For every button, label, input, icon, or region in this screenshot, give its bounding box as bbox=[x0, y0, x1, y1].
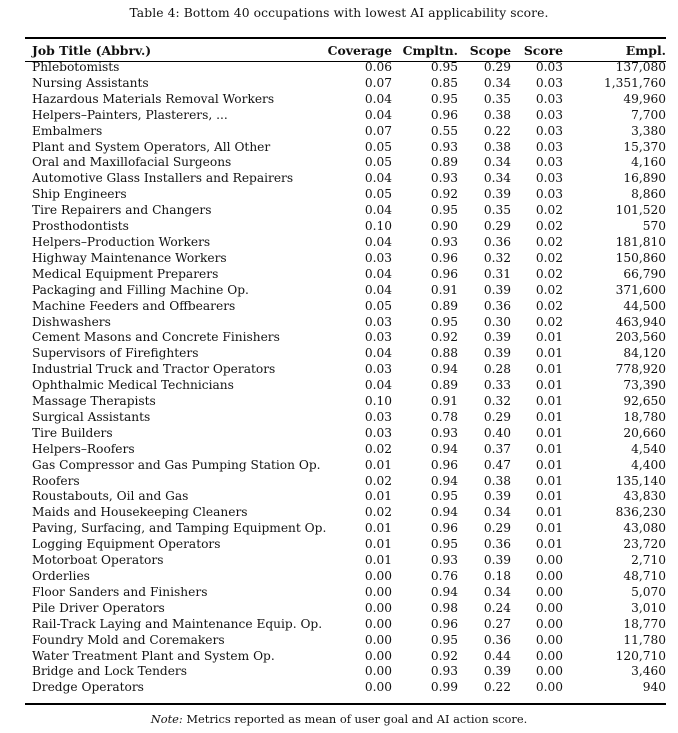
score-cell: 0.02 bbox=[535, 314, 563, 329]
score-cell: 0.00 bbox=[535, 569, 563, 583]
table-row bbox=[25, 60, 666, 76]
coverage-cell: 0.10 bbox=[364, 219, 392, 234]
job-title-cell: Helpers–Painters, Plasterers, ... bbox=[32, 107, 228, 122]
job-title-cell: Phlebotomists bbox=[32, 60, 120, 74]
table-row bbox=[25, 92, 666, 108]
score-cell: 0.01 bbox=[535, 346, 563, 361]
table-row bbox=[25, 76, 666, 92]
table-row bbox=[25, 426, 666, 442]
score-cell: 0.00 bbox=[535, 553, 563, 568]
employment-cell: 5,070 bbox=[631, 584, 666, 599]
employment-cell: 120,710 bbox=[615, 648, 666, 663]
score-cell: 0.02 bbox=[535, 282, 563, 297]
coverage-cell: 0.03 bbox=[364, 330, 392, 345]
employment-cell: 101,520 bbox=[615, 203, 666, 218]
scope-cell: 0.34 bbox=[483, 505, 511, 520]
completion-cell: 0.96 bbox=[430, 457, 458, 472]
table-row bbox=[25, 649, 666, 665]
job-title-cell: Massage Therapists bbox=[32, 394, 156, 409]
scope-cell: 0.36 bbox=[483, 537, 511, 552]
table-row bbox=[25, 203, 666, 219]
employment-cell: 181,810 bbox=[615, 234, 666, 249]
completion-cell: 0.93 bbox=[430, 234, 458, 249]
employment-cell: 43,830 bbox=[623, 489, 666, 504]
score-cell: 0.01 bbox=[535, 362, 563, 377]
completion-cell: 0.76 bbox=[430, 569, 458, 583]
job-title-cell: Foundry Mold and Coremakers bbox=[32, 632, 225, 647]
scope-cell: 0.39 bbox=[483, 187, 511, 202]
score-cell: 0.02 bbox=[535, 298, 563, 313]
job-title-cell: Floor Sanders and Finishers bbox=[32, 584, 208, 599]
coverage-cell: 0.04 bbox=[364, 234, 392, 249]
scope-cell: 0.39 bbox=[483, 282, 511, 297]
table-row bbox=[25, 187, 666, 203]
completion-cell: 0.93 bbox=[430, 139, 458, 154]
job-title-cell: Gas Compressor and Gas Pumping Station Op. bbox=[32, 457, 321, 472]
scope-cell: 0.35 bbox=[483, 91, 511, 106]
completion-cell: 0.93 bbox=[430, 553, 458, 568]
job-title-cell: Ship Engineers bbox=[32, 187, 127, 202]
job-title-cell: Cement Masons and Concrete Finishers bbox=[32, 330, 280, 345]
scope-cell: 0.18 bbox=[483, 569, 511, 583]
table-row bbox=[25, 155, 666, 171]
scope-cell: 0.28 bbox=[483, 362, 511, 377]
score-cell: 0.01 bbox=[535, 505, 563, 520]
employment-cell: 7,700 bbox=[631, 107, 666, 122]
table-row bbox=[25, 505, 666, 521]
coverage-cell: 0.02 bbox=[364, 473, 392, 488]
score-cell: 0.03 bbox=[535, 171, 563, 186]
employment-cell: 4,160 bbox=[631, 155, 666, 170]
score-cell: 0.01 bbox=[535, 330, 563, 345]
employment-cell: 92,650 bbox=[623, 394, 666, 409]
coverage-cell: 0.02 bbox=[364, 505, 392, 520]
table-row bbox=[25, 267, 666, 283]
note-label: Note: bbox=[150, 712, 183, 726]
score-cell: 0.01 bbox=[535, 537, 563, 552]
score-cell: 0.00 bbox=[535, 584, 563, 599]
table-body bbox=[25, 60, 666, 696]
scope-cell: 0.44 bbox=[483, 648, 511, 663]
employment-cell: 836,230 bbox=[615, 505, 666, 520]
completion-cell: 0.55 bbox=[430, 123, 458, 138]
table-row bbox=[25, 362, 666, 378]
completion-cell: 0.96 bbox=[430, 521, 458, 536]
coverage-cell: 0.05 bbox=[364, 187, 392, 202]
score-cell: 0.01 bbox=[535, 425, 563, 440]
bottom-rule bbox=[25, 703, 666, 705]
scope-cell: 0.34 bbox=[483, 584, 511, 599]
table-row bbox=[25, 410, 666, 426]
scope-cell: 0.39 bbox=[483, 553, 511, 568]
coverage-cell: 0.01 bbox=[364, 521, 392, 536]
job-title-cell: Helpers–Roofers bbox=[32, 441, 135, 456]
table-row bbox=[25, 299, 666, 315]
scope-cell: 0.39 bbox=[483, 346, 511, 361]
scope-cell: 0.33 bbox=[483, 378, 511, 393]
completion-cell: 0.95 bbox=[430, 632, 458, 647]
coverage-cell: 0.00 bbox=[364, 664, 392, 679]
employment-cell: 371,600 bbox=[615, 282, 666, 297]
employment-cell: 940 bbox=[642, 680, 666, 695]
score-cell: 0.00 bbox=[535, 632, 563, 647]
table-row bbox=[25, 474, 666, 490]
scope-cell: 0.39 bbox=[483, 489, 511, 504]
note-text: Metrics reported as mean of user goal and AI action score. bbox=[186, 712, 528, 726]
completion-cell: 0.88 bbox=[430, 346, 458, 361]
table-row bbox=[25, 585, 666, 601]
job-title-cell: Dishwashers bbox=[32, 314, 111, 329]
employment-cell: 778,920 bbox=[615, 362, 666, 377]
completion-cell: 0.93 bbox=[430, 425, 458, 440]
job-title-cell: Helpers–Production Workers bbox=[32, 234, 211, 249]
coverage-cell: 0.03 bbox=[364, 425, 392, 440]
scope-cell: 0.34 bbox=[483, 171, 511, 186]
completion-cell: 0.94 bbox=[430, 362, 458, 377]
scope-cell: 0.22 bbox=[483, 680, 511, 695]
coverage-cell: 0.04 bbox=[364, 107, 392, 122]
employment-cell: 3,380 bbox=[631, 123, 666, 138]
table-row bbox=[25, 680, 666, 696]
table-row bbox=[25, 378, 666, 394]
completion-cell: 0.94 bbox=[430, 584, 458, 599]
employment-cell: 8,860 bbox=[631, 187, 666, 202]
score-cell: 0.03 bbox=[535, 139, 563, 154]
score-cell: 0.03 bbox=[535, 155, 563, 170]
coverage-cell: 0.00 bbox=[364, 648, 392, 663]
table-row bbox=[25, 394, 666, 410]
completion-cell: 0.95 bbox=[430, 60, 458, 74]
employment-cell: 23,720 bbox=[623, 537, 666, 552]
scope-cell: 0.29 bbox=[483, 521, 511, 536]
completion-cell: 0.96 bbox=[430, 250, 458, 265]
table-caption: Table 4: Bottom 40 occupations with lowest AI applicability score. bbox=[129, 6, 549, 20]
completion-cell: 0.95 bbox=[430, 203, 458, 218]
score-cell: 0.00 bbox=[535, 680, 563, 695]
completion-cell: 0.93 bbox=[430, 171, 458, 186]
employment-cell: 48,710 bbox=[623, 569, 666, 583]
top-rule bbox=[25, 37, 666, 39]
scope-cell: 0.39 bbox=[483, 664, 511, 679]
job-title-cell: Packaging and Filling Machine Op. bbox=[32, 282, 249, 297]
score-cell: 0.01 bbox=[535, 378, 563, 393]
table-header bbox=[25, 40, 666, 60]
employment-cell: 20,660 bbox=[623, 425, 666, 440]
coverage-cell: 0.00 bbox=[364, 600, 392, 615]
coverage-cell: 0.06 bbox=[364, 60, 392, 74]
scope-cell: 0.29 bbox=[483, 219, 511, 234]
table-row bbox=[25, 521, 666, 537]
table-row bbox=[25, 553, 666, 569]
table-row bbox=[25, 140, 666, 156]
score-cell: 0.02 bbox=[535, 250, 563, 265]
coverage-cell: 0.01 bbox=[364, 537, 392, 552]
table-row bbox=[25, 346, 666, 362]
job-title-cell: Pile Driver Operators bbox=[32, 600, 165, 615]
table-row bbox=[25, 283, 666, 299]
scope-cell: 0.36 bbox=[483, 632, 511, 647]
table-row bbox=[25, 315, 666, 331]
score-cell: 0.02 bbox=[535, 219, 563, 234]
column-header-employment: Empl. bbox=[625, 42, 666, 58]
job-title-cell: Prosthodontists bbox=[32, 219, 129, 234]
score-cell: 0.03 bbox=[535, 107, 563, 122]
completion-cell: 0.89 bbox=[430, 298, 458, 313]
job-title-cell: Motorboat Operators bbox=[32, 553, 164, 568]
coverage-cell: 0.03 bbox=[364, 409, 392, 424]
job-title-cell: Rail-Track Laying and Maintenance Equip. Op. bbox=[32, 616, 323, 631]
score-cell: 0.00 bbox=[535, 664, 563, 679]
scope-cell: 0.27 bbox=[483, 616, 511, 631]
completion-cell: 0.91 bbox=[430, 394, 458, 409]
employment-cell: 66,790 bbox=[623, 266, 666, 281]
scope-cell: 0.32 bbox=[483, 250, 511, 265]
employment-cell: 137,080 bbox=[615, 60, 666, 74]
coverage-cell: 0.04 bbox=[364, 282, 392, 297]
employment-cell: 11,780 bbox=[623, 632, 666, 647]
coverage-cell: 0.04 bbox=[364, 346, 392, 361]
column-header-coverage: Coverage bbox=[327, 42, 392, 58]
job-title-cell: Machine Feeders and Offbearers bbox=[32, 298, 236, 313]
coverage-cell: 0.04 bbox=[364, 378, 392, 393]
job-title-cell: Maids and Housekeeping Cleaners bbox=[32, 505, 248, 520]
score-cell: 0.02 bbox=[535, 203, 563, 218]
score-cell: 0.01 bbox=[535, 457, 563, 472]
table-row bbox=[25, 601, 666, 617]
coverage-cell: 0.00 bbox=[364, 632, 392, 647]
employment-cell: 49,960 bbox=[623, 91, 666, 106]
table-row bbox=[25, 330, 666, 346]
coverage-cell: 0.05 bbox=[364, 139, 392, 154]
job-title-cell: Nursing Assistants bbox=[32, 75, 149, 90]
table-row bbox=[25, 219, 666, 235]
scope-cell: 0.38 bbox=[483, 139, 511, 154]
score-cell: 0.03 bbox=[535, 75, 563, 90]
scope-cell: 0.36 bbox=[483, 234, 511, 249]
job-title-cell: Logging Equipment Operators bbox=[32, 537, 221, 552]
employment-cell: 15,370 bbox=[623, 139, 666, 154]
table-row bbox=[25, 664, 666, 680]
completion-cell: 0.85 bbox=[430, 75, 458, 90]
employment-cell: 2,710 bbox=[631, 553, 666, 568]
job-title-cell: Tire Builders bbox=[32, 425, 113, 440]
score-cell: 0.00 bbox=[535, 648, 563, 663]
scope-cell: 0.34 bbox=[483, 75, 511, 90]
job-title-cell: Orderlies bbox=[32, 569, 90, 583]
coverage-cell: 0.01 bbox=[364, 489, 392, 504]
employment-cell: 1,351,760 bbox=[603, 75, 666, 90]
job-title-cell: Highway Maintenance Workers bbox=[32, 250, 227, 265]
coverage-cell: 0.03 bbox=[364, 362, 392, 377]
completion-cell: 0.89 bbox=[430, 378, 458, 393]
table-row bbox=[25, 171, 666, 187]
employment-cell: 3,010 bbox=[631, 600, 666, 615]
coverage-cell: 0.00 bbox=[364, 584, 392, 599]
completion-cell: 0.96 bbox=[430, 616, 458, 631]
completion-cell: 0.96 bbox=[430, 107, 458, 122]
job-title-cell: Surgical Assistants bbox=[32, 409, 151, 424]
coverage-cell: 0.03 bbox=[364, 250, 392, 265]
occupations-table bbox=[25, 40, 666, 696]
scope-cell: 0.31 bbox=[483, 266, 511, 281]
coverage-cell: 0.00 bbox=[364, 569, 392, 583]
job-title-cell: Paving, Surfacing, and Tamping Equipment Op. bbox=[32, 521, 327, 536]
completion-cell: 0.90 bbox=[430, 219, 458, 234]
completion-cell: 0.92 bbox=[430, 187, 458, 202]
coverage-cell: 0.01 bbox=[364, 457, 392, 472]
scope-cell: 0.34 bbox=[483, 155, 511, 170]
job-title-cell: Medical Equipment Preparers bbox=[32, 266, 219, 281]
coverage-cell: 0.00 bbox=[364, 680, 392, 695]
completion-cell: 0.78 bbox=[430, 409, 458, 424]
table-row bbox=[25, 458, 666, 474]
completion-cell: 0.95 bbox=[430, 537, 458, 552]
employment-cell: 203,560 bbox=[615, 330, 666, 345]
scope-cell: 0.47 bbox=[483, 457, 511, 472]
completion-cell: 0.92 bbox=[430, 330, 458, 345]
coverage-cell: 0.05 bbox=[364, 298, 392, 313]
scope-cell: 0.29 bbox=[483, 60, 511, 74]
coverage-cell: 0.07 bbox=[364, 123, 392, 138]
employment-cell: 18,770 bbox=[623, 616, 666, 631]
scope-cell: 0.38 bbox=[483, 107, 511, 122]
table-row bbox=[25, 251, 666, 267]
column-header-job-title: Job Title (Abbrv.) bbox=[32, 42, 152, 58]
scope-cell: 0.39 bbox=[483, 330, 511, 345]
job-title-cell: Roofers bbox=[32, 473, 80, 488]
scope-cell: 0.32 bbox=[483, 394, 511, 409]
job-title-cell: Supervisors of Firefighters bbox=[32, 346, 199, 361]
employment-cell: 570 bbox=[642, 219, 666, 234]
employment-cell: 44,500 bbox=[623, 298, 666, 313]
job-title-cell: Oral and Maxillofacial Surgeons bbox=[32, 155, 232, 170]
table-row bbox=[25, 489, 666, 505]
scope-cell: 0.29 bbox=[483, 409, 511, 424]
completion-cell: 0.92 bbox=[430, 648, 458, 663]
score-cell: 0.03 bbox=[535, 187, 563, 202]
completion-cell: 0.98 bbox=[430, 600, 458, 615]
job-title-cell: Dredge Operators bbox=[32, 680, 144, 695]
job-title-cell: Roustabouts, Oil and Gas bbox=[32, 489, 189, 504]
score-cell: 0.01 bbox=[535, 441, 563, 456]
table-row bbox=[25, 617, 666, 633]
table-note bbox=[0, 712, 678, 726]
header-rule bbox=[25, 61, 666, 62]
employment-cell: 135,140 bbox=[615, 473, 666, 488]
coverage-cell: 0.02 bbox=[364, 441, 392, 456]
employment-cell: 18,780 bbox=[623, 409, 666, 424]
table-row bbox=[25, 569, 666, 585]
column-header-scope: Scope bbox=[469, 42, 511, 58]
scope-cell: 0.24 bbox=[483, 600, 511, 615]
employment-cell: 4,400 bbox=[631, 457, 666, 472]
completion-cell: 0.96 bbox=[430, 266, 458, 281]
scope-cell: 0.37 bbox=[483, 441, 511, 456]
completion-cell: 0.95 bbox=[430, 314, 458, 329]
table-row bbox=[25, 442, 666, 458]
job-title-cell: Water Treatment Plant and System Op. bbox=[32, 648, 275, 663]
job-title-cell: Automotive Glass Installers and Repairers bbox=[32, 171, 294, 186]
completion-cell: 0.93 bbox=[430, 664, 458, 679]
coverage-cell: 0.04 bbox=[364, 171, 392, 186]
table-row bbox=[25, 633, 666, 649]
table-row bbox=[25, 235, 666, 251]
completion-cell: 0.91 bbox=[430, 282, 458, 297]
employment-cell: 73,390 bbox=[623, 378, 666, 393]
score-cell: 0.01 bbox=[535, 409, 563, 424]
completion-cell: 0.95 bbox=[430, 91, 458, 106]
job-title-cell: Hazardous Materials Removal Workers bbox=[32, 91, 275, 106]
employment-cell: 43,080 bbox=[623, 521, 666, 536]
score-cell: 0.00 bbox=[535, 616, 563, 631]
coverage-cell: 0.10 bbox=[364, 394, 392, 409]
completion-cell: 0.89 bbox=[430, 155, 458, 170]
coverage-cell: 0.00 bbox=[364, 616, 392, 631]
scope-cell: 0.30 bbox=[483, 314, 511, 329]
scope-cell: 0.40 bbox=[483, 425, 511, 440]
score-cell: 0.01 bbox=[535, 521, 563, 536]
coverage-cell: 0.03 bbox=[364, 314, 392, 329]
scope-cell: 0.35 bbox=[483, 203, 511, 218]
completion-cell: 0.94 bbox=[430, 505, 458, 520]
score-cell: 0.03 bbox=[535, 123, 563, 138]
score-cell: 0.01 bbox=[535, 473, 563, 488]
score-cell: 0.02 bbox=[535, 266, 563, 281]
job-title-cell: Bridge and Lock Tenders bbox=[32, 664, 188, 679]
score-cell: 0.03 bbox=[535, 91, 563, 106]
score-cell: 0.03 bbox=[535, 60, 563, 74]
job-title-cell: Industrial Truck and Tractor Operators bbox=[32, 362, 276, 377]
completion-cell: 0.94 bbox=[430, 473, 458, 488]
column-header-completion: Cmpltn. bbox=[402, 42, 458, 58]
scope-cell: 0.38 bbox=[483, 473, 511, 488]
coverage-cell: 0.04 bbox=[364, 203, 392, 218]
scope-cell: 0.22 bbox=[483, 123, 511, 138]
coverage-cell: 0.04 bbox=[364, 91, 392, 106]
employment-cell: 16,890 bbox=[623, 171, 666, 186]
table-row bbox=[25, 124, 666, 140]
score-cell: 0.02 bbox=[535, 234, 563, 249]
table-row bbox=[25, 108, 666, 124]
job-title-cell: Tire Repairers and Changers bbox=[32, 203, 212, 218]
completion-cell: 0.95 bbox=[430, 489, 458, 504]
employment-cell: 3,460 bbox=[631, 664, 666, 679]
completion-cell: 0.94 bbox=[430, 441, 458, 456]
table-row bbox=[25, 537, 666, 553]
employment-cell: 84,120 bbox=[623, 346, 666, 361]
coverage-cell: 0.07 bbox=[364, 75, 392, 90]
score-cell: 0.00 bbox=[535, 600, 563, 615]
column-header-score: Score bbox=[523, 42, 563, 58]
job-title-cell: Plant and System Operators, All Other bbox=[32, 139, 271, 154]
employment-cell: 463,940 bbox=[615, 314, 666, 329]
coverage-cell: 0.01 bbox=[364, 553, 392, 568]
completion-cell: 0.99 bbox=[430, 680, 458, 695]
coverage-cell: 0.05 bbox=[364, 155, 392, 170]
score-cell: 0.01 bbox=[535, 489, 563, 504]
job-title-cell: Embalmers bbox=[32, 123, 103, 138]
employment-cell: 4,540 bbox=[631, 441, 666, 456]
score-cell: 0.01 bbox=[535, 394, 563, 409]
employment-cell: 150,860 bbox=[615, 250, 666, 265]
job-title-cell: Ophthalmic Medical Technicians bbox=[32, 378, 234, 393]
scope-cell: 0.36 bbox=[483, 298, 511, 313]
coverage-cell: 0.04 bbox=[364, 266, 392, 281]
